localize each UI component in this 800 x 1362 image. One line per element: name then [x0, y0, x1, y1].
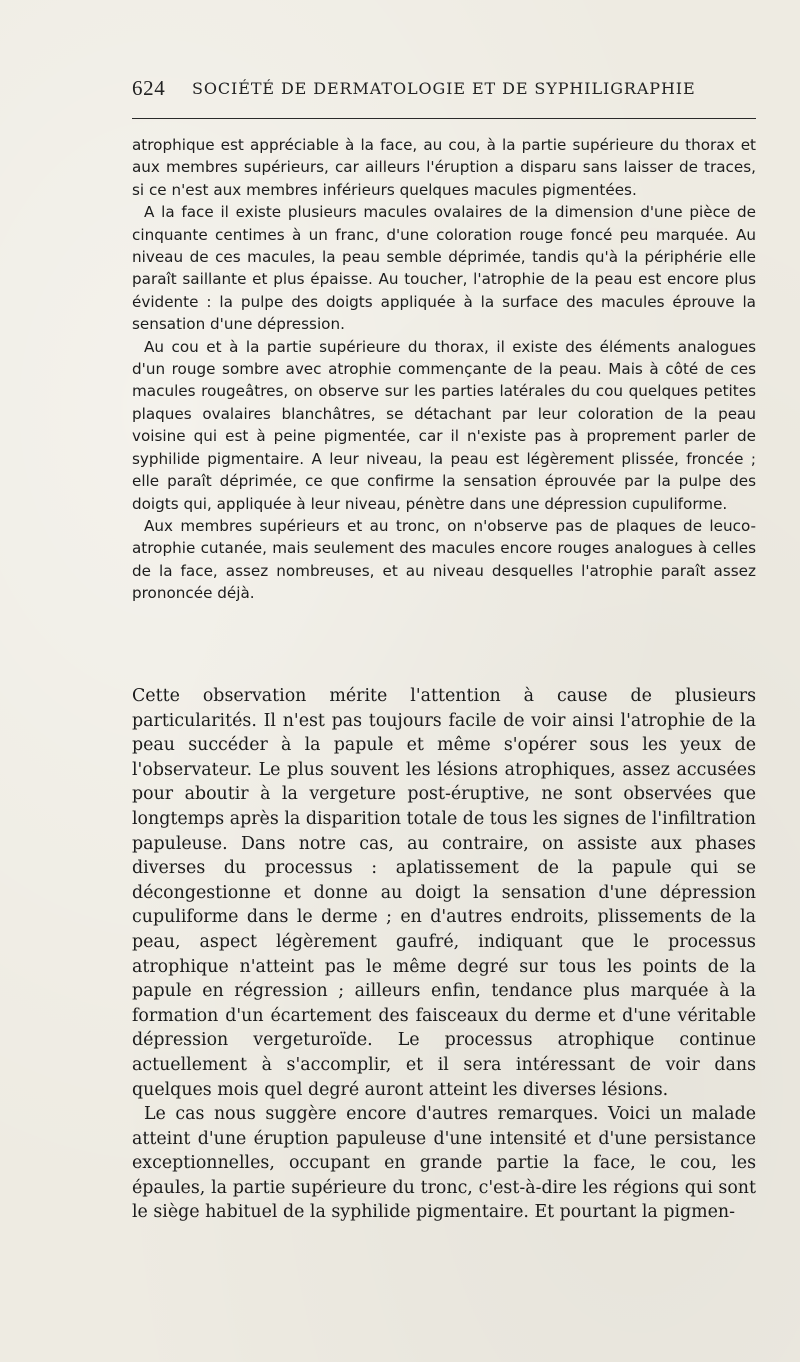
running-title: SOCIÉTÉ DE DERMATOLOGIE ET DE SYPHILIGRAPHIE	[192, 79, 696, 98]
commentary-paragraph: Le cas nous suggère encore d'autres remarques. Voici un malade atteint d'une éruption papuleuse d'une intensité et d'une persistance exceptionnelles, occupant en grande partie la face, le cou, les épaules, la partie supérieure du tronc, c'est-à-dire les régions qui sont le siège habituel de la syphilide pigmentaire. Et pourtant la pigmen-	[132, 1104, 756, 1223]
observation-paragraph: A la face il existe plusieurs macules ovalaires de la dimension d'une pièce de cinquante centimes à un franc, d'une coloration rouge foncé peu marquée. Au niveau de ces macules, la peau semble déprimée, tandis qu'à la périphérie elle paraît saillante et plus épaisse. Au toucher, l'atrophie de la peau est encore plus évidente : la pulpe des doigts appliquée à la surface des macules éprouve la sensation d'une dépression.	[132, 203, 756, 334]
observation-paragraph: atrophique est appréciable à la face, au cou, à la partie supérieure du thorax et aux membres supérieurs, car ailleurs l'éruption a disparu sans laisser de traces, si ce n'est aux membres inférieurs quelques macules pigmentées.	[132, 136, 756, 199]
commentary-paragraph: Cette observation mérite l'attention à cause de plusieurs particularités. Il n'est pas toujours facile de voir ainsi l'atrophie de la peau succéder à la papule et même s'opérer sous les yeux de l'observateur. Le plus souvent les lésions atrophiques, assez accusées pour aboutir à la vergeture post-éruptive, ne sont observées que longtemps après la disparition totale de tous les signes de l'infiltration papuleuse. Dans notre cas, au contraire, on assiste aux phases diverses du processus : aplatissement de la papule qui se décongestionne et donne au doigt la sensation d'une dépression cupuliforme dans le derme ; en d'autres endroits, plissements de la peau, aspect légèrement gaufré, indiquant que le processus atrophique n'atteint pas le même degré sur tous les points de la papule en régression ; ailleurs enfin, tendance plus marquée à la formation d'un écartement des faisceaux du derme et d'une véritable dépression vergeturoïde. Le processus atrophique continue actuellement à s'accomplir, et il sera intéressant de voir dans quelques mois quel degré auront atteint les diverses lésions.	[132, 686, 756, 1100]
running-head	[132, 76, 756, 106]
observation-paragraph: Au cou et à la partie supérieure du thorax, il existe des éléments analogues d'un rouge sombre avec atrophie commençante de la peau. Mais à côté de ces macules rougeâtres, on observe sur les parties latérales du cou quelques petites plaques ovalaires blanchâtres, se détachant par leur coloration de la peau voisine qui est à peine pigmentée, car il n'existe pas à proprement parler de syphilide pigmentaire. A leur niveau, la peau est légèrement plissée, froncée ; elle paraît déprimée, ce que confirme la sensation éprouvée par la pulpe des doigts qui, appliquée à leur niveau, pénètre dans une dépression cupuliforme.	[132, 337, 756, 513]
observation-paragraph: Aux membres supérieurs et au tronc, on n'observe pas de plaques de leuco-atrophie cutanée, mais seulement des macules encore rouges analogues à celles de la face, assez nombreuses, et au niveau desquelles l'atrophie paraît assez prononcée déjà.	[132, 516, 756, 603]
header-rule	[132, 118, 756, 119]
page-number: 624	[132, 76, 166, 100]
commentary-text	[132, 684, 756, 1225]
observation-text	[132, 134, 756, 605]
